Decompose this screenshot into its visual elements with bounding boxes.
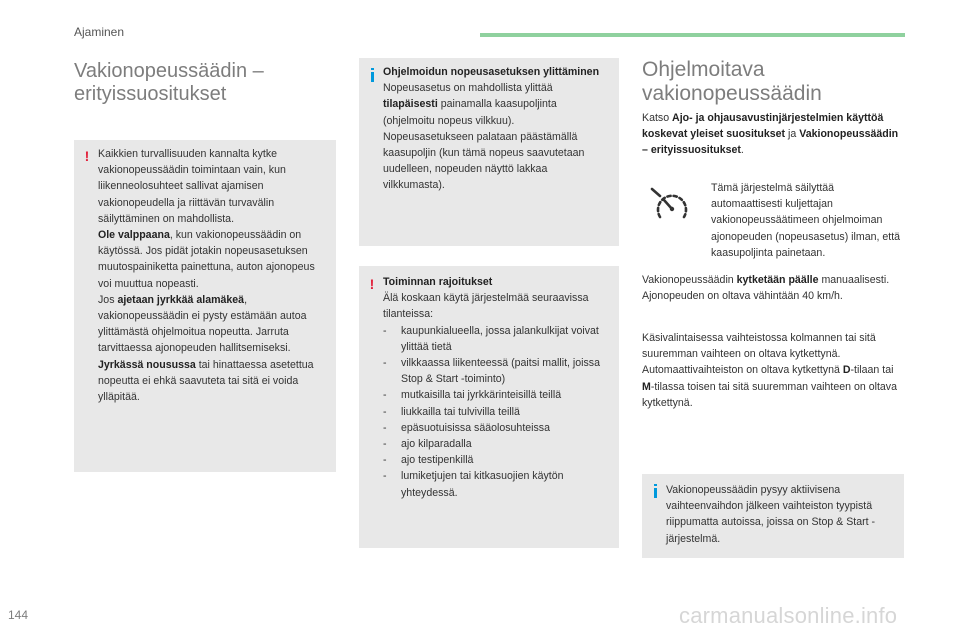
bold-text: Toiminnan rajoitukset [383, 276, 493, 288]
section-bar [480, 33, 905, 37]
text: Ajonopeuden on oltava vähintään 40 km/h. [642, 290, 843, 303]
watermark: carmanualsonline.info [679, 603, 898, 628]
bold-text: Jyrkässä nousussa [98, 358, 196, 371]
info-bar-icon [367, 68, 377, 84]
exclamation-icon: ! [84, 148, 90, 164]
text: ja [785, 128, 800, 141]
list-item: - ajo kilparadalla [383, 436, 609, 452]
bold-text: ajetaan jyrkkää alamäkeä [117, 293, 245, 306]
list-item: - lumiketjujen tai kitkasuojien käytön yhteydessä. [383, 468, 609, 500]
text: Jos [98, 293, 118, 306]
text: Katso [642, 112, 673, 124]
list-item: - ajo testipenkillä [383, 452, 609, 468]
reference-paragraph [642, 110, 904, 159]
text: tai hinattaessa asetettua nopeutta ei ehkä saavuteta tai sitä ei voida ylläpitää. [98, 358, 314, 404]
list-item: - vilkkaassa liikenteessä (paitsi mallit, joissa Stop & Start -toiminto) [383, 355, 609, 387]
bold-text: Ajo- ja ohjausavustinjärjestelmien käyttöä koskevat yleiset suositukset [642, 112, 884, 141]
text: , vakionopeussäädin ei pysty estämään autoa ylittämästä ohjelmoitua nopeutta. Jarruta tarvittaessa ajonopeuden hallitsemiseksi. [98, 293, 307, 355]
page-number: 144 [8, 608, 29, 622]
info-box-override [359, 58, 619, 246]
warning-paragraph-2 [98, 227, 326, 292]
exclamation-icon: ! [369, 276, 375, 292]
heading-line-2: erityissuositukset [74, 83, 227, 105]
heading-programmable-cruise [642, 58, 822, 106]
system-description: Tämä järjestelmä säilyttää automaattisesti kuljettajan vakionopeussäätimeen ohjelmoiman ajonopeuden (nopeusasetus) ilman, että kaasupoljinta painetaan. [711, 182, 901, 259]
warning-paragraph-3 [98, 292, 326, 357]
list-item: - kaupunkialueella, jossa jalankulkijat voivat ylittää tietä [383, 323, 609, 355]
cruise-control-icon [650, 185, 694, 229]
list-item: - epäsuotuisissa sääolosuhteissa [383, 420, 609, 436]
text: , kun vakionopeussäädin on käytössä. Jos pidät jotakin nopeusasetuksen muutospainiketta painettuna, auton ajonopeus voi muuttua nopeasti. [98, 229, 315, 290]
warning-paragraph-1: Kaikkien turvallisuuden kannalta kytke vakionopeussäädin toimintaan vain, kun liikenneolosuhteet sallivat ajamisen vakionopeudella ja riittävän turvavälin säilyttäminen on mahdollista. [98, 148, 286, 225]
bold-text: M [642, 380, 651, 393]
bold-text: Vakionopeussäädin – erityissuositukset [642, 128, 899, 157]
heading-line-2: vakionopeussäädin [642, 82, 822, 105]
heading-line-1: Ohjelmoitava [642, 58, 765, 81]
text: -tilaan tai [850, 364, 894, 377]
gearbox-paragraph [642, 330, 904, 411]
text: -tilassa toisen tai sitä suuremman vaihteen on oltava kytkettynä. [642, 380, 897, 409]
text: painamalla kaasupoljinta (ohjelmoitu nopeus vilkkuu). [383, 98, 557, 127]
engage-paragraph [642, 272, 904, 304]
bold-text: tilapäisesti [383, 98, 438, 111]
limitations-list [383, 323, 609, 501]
warning-box-limitations [359, 266, 619, 548]
heading-line-1: Vakionopeussäädin – [74, 60, 264, 82]
info-paragraph-2: Nopeusasetukseen palataan päästämällä kaasupoljin (kun tämä nopeus saavutetaan uudelleen, nopeuden näyttö lakkaa vilkkumasta). [383, 130, 585, 192]
section-title: Ajaminen [74, 25, 125, 39]
bold-text: D [842, 364, 851, 377]
text: manuaalisesti. [818, 274, 890, 286]
text: Nopeusasetus on mahdollista ylittää [383, 82, 553, 95]
text: Automaattivaihteiston on oltava kytkettynä [642, 364, 843, 377]
text: . [740, 144, 744, 157]
info-box-stop-start [642, 474, 904, 558]
list-item: - liukkailla tai tulvivilla teillä [383, 404, 609, 420]
list-item: - mutkaisilla tai jyrkkärinteisillä teillä [383, 387, 609, 403]
text: Käsivalintaisessa vaihteistossa kolmannen tai sitä suuremman vaihteen on oltava kytkettynä. [642, 332, 876, 361]
info-title [383, 64, 609, 80]
info-bar-icon [650, 484, 660, 500]
info-paragraph: Vakionopeussäädin pysyy aktiivisena vaihteenvaihdon jälkeen vaihteiston tyypistä riippumatta autoissa, joissa on Stop & Start -järjestelmä. [666, 484, 876, 545]
bold-text: kytketään päälle [736, 274, 819, 286]
heading-cruise-recommendations [74, 60, 264, 106]
bold-text: Ole valppaana [98, 229, 170, 242]
bold-text: Ohjelmoidun nopeusasetuksen ylittäminen [383, 66, 600, 78]
warning-paragraph-4 [98, 357, 326, 406]
warning-intro: Älä koskaan käytä järjestelmää seuraavissa tilanteissa: [383, 292, 589, 321]
info-paragraph-1 [383, 80, 609, 129]
warning-title [383, 274, 609, 290]
warning-box-safety [74, 140, 336, 472]
text: Vakionopeussäädin [642, 274, 737, 286]
